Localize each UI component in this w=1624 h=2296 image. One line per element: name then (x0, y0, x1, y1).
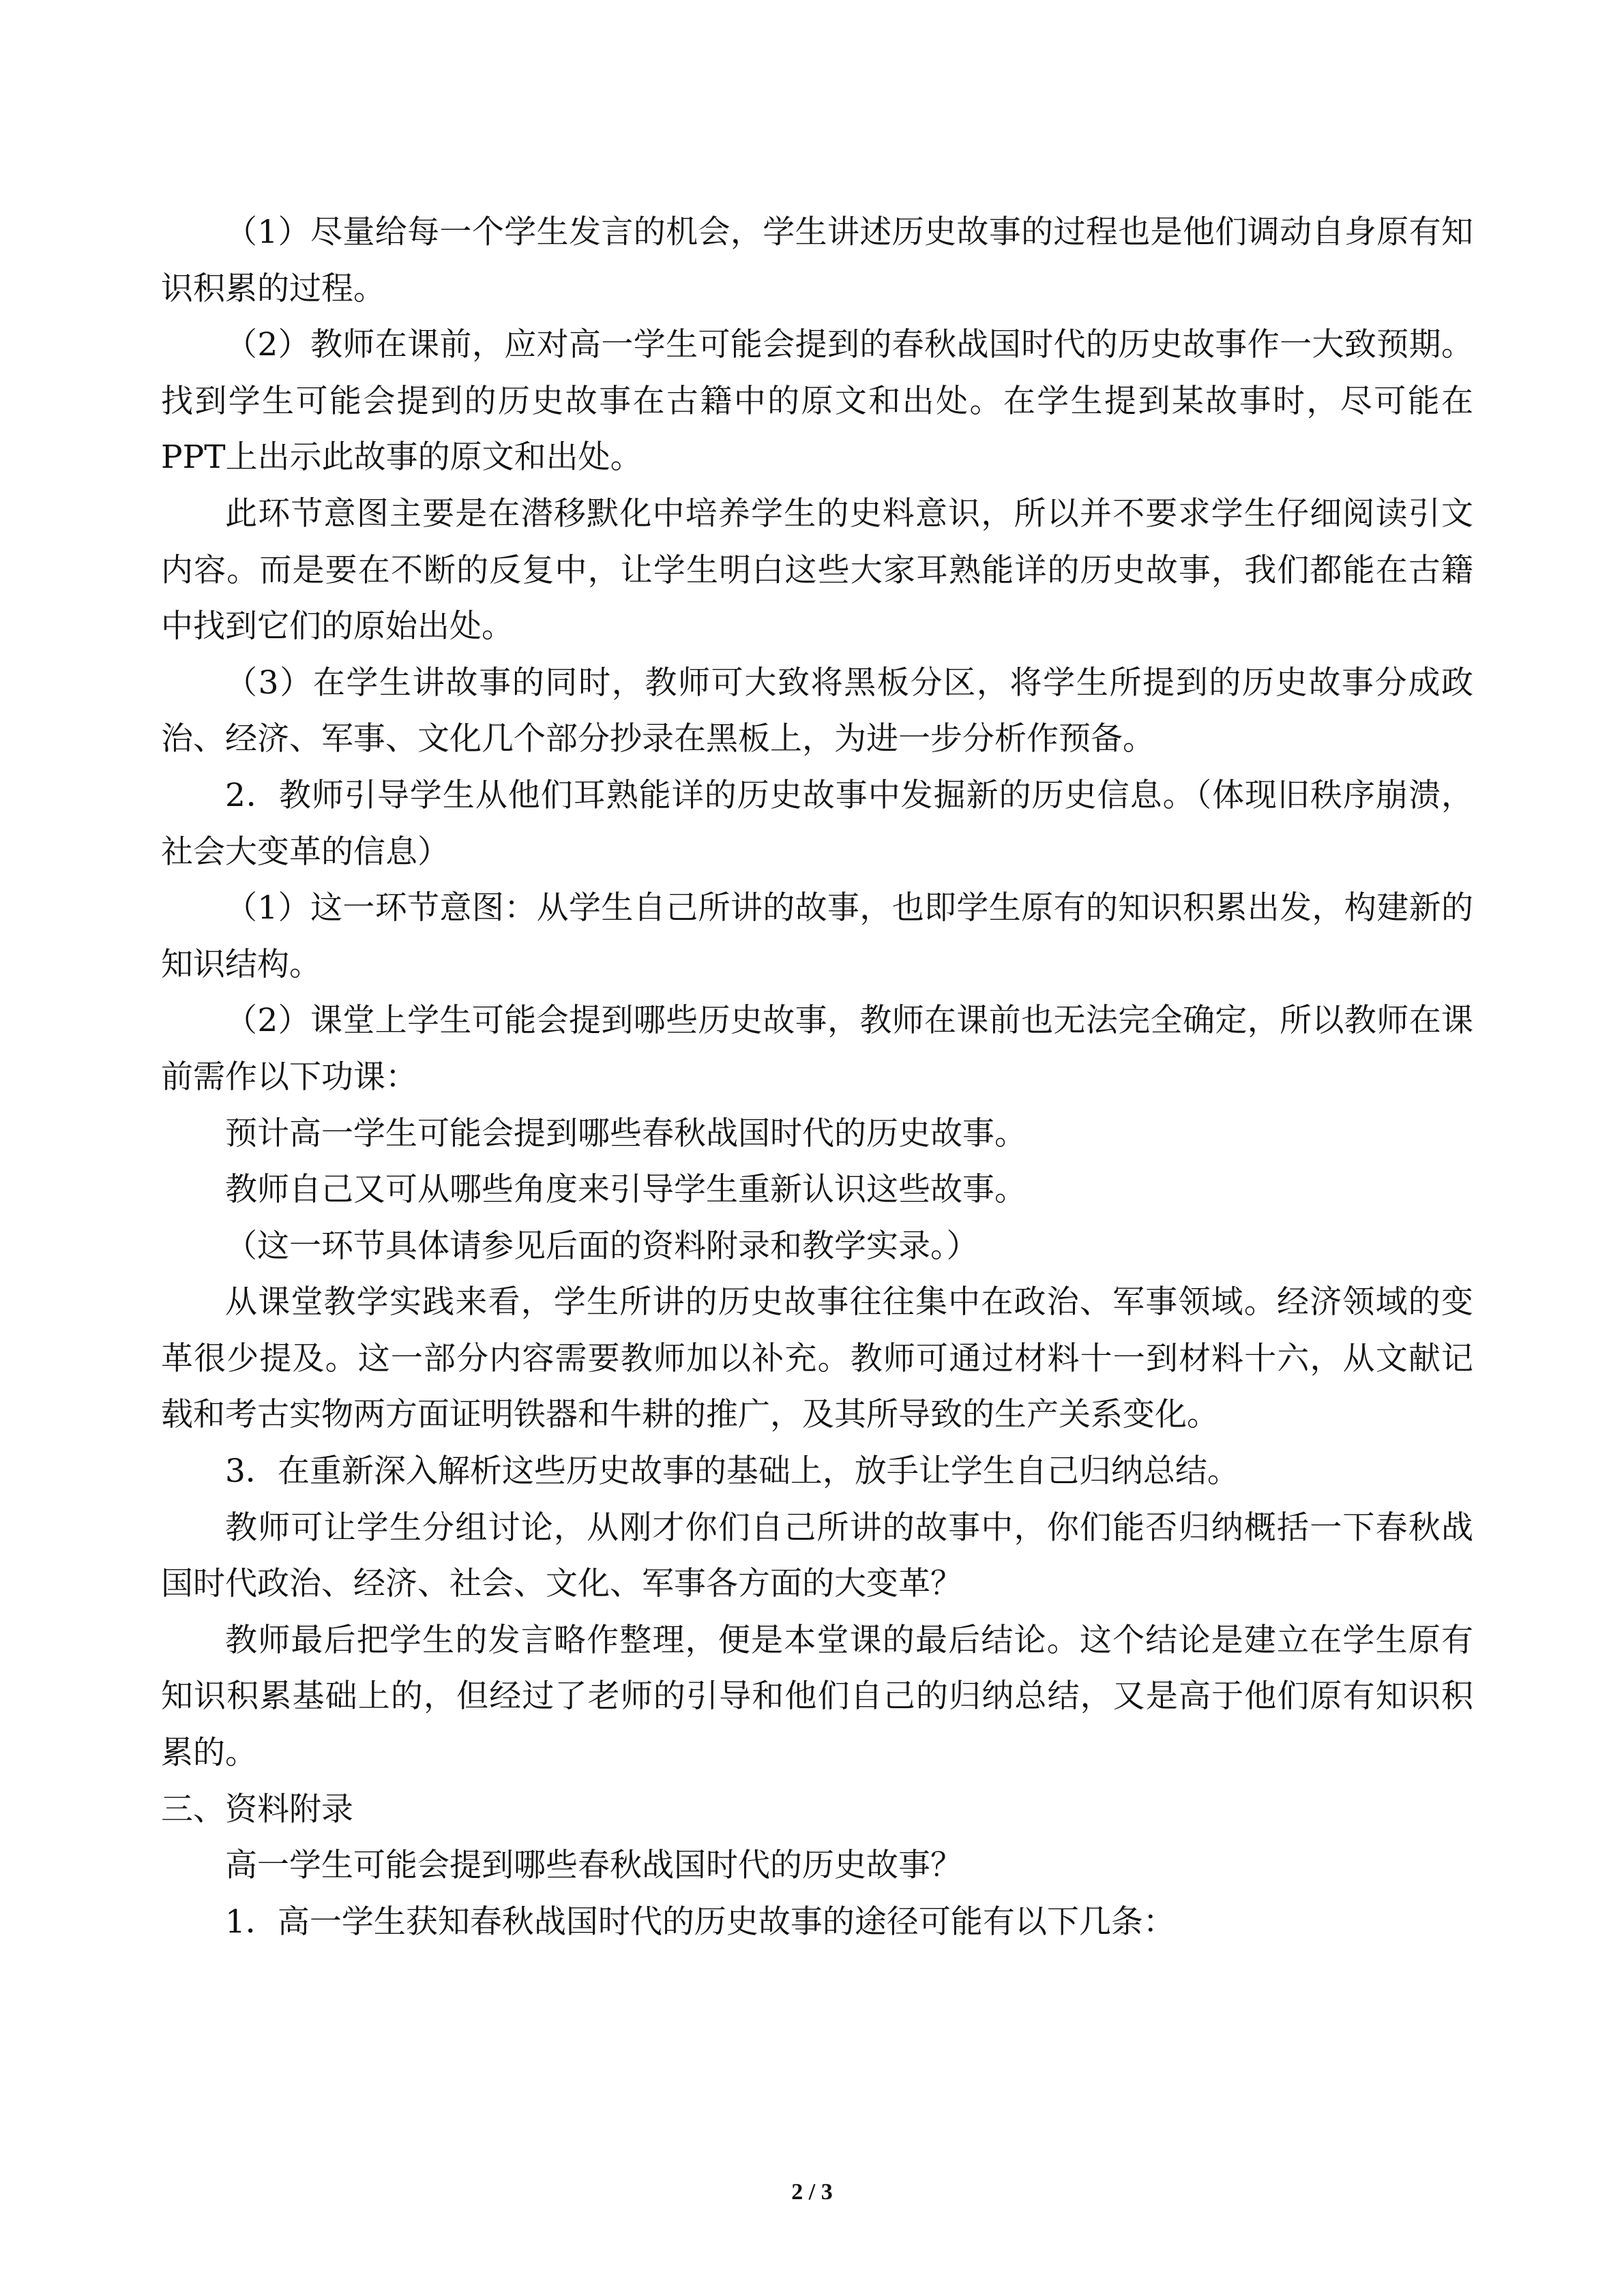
paragraph: 3．在重新深入解析这些历史故事的基础上，放手让学生自己归纳总结。 (225, 1452, 1239, 1491)
paragraph: （1）这一环节意图：从学生自己所讲的故事，也即学生原有的知识积累出发，构建新的知识结构。 (161, 889, 1473, 983)
paragraph: 1．高一学生获知春秋战国时代的历史故事的途径可能有以下几条： (225, 1903, 1175, 1941)
paragraph: （这一环节具体请参见后面的资料附录和教学实录。） (225, 1227, 979, 1265)
paragraph: 教师最后把学生的发言略作整理，便是本堂课的最后结论。这个结论是建立在学生原有知识积累基础上的，但经过了老师的引导和他们自己的归纳总结，又是高于他们原有知识积累的。 (161, 1621, 1473, 1772)
document-body (161, 205, 1473, 1950)
paragraph: 高一学生可能会提到哪些春秋战国时代的历史故事？ (225, 1847, 962, 1885)
paragraph: 此环节意图主要是在潜移默化中培养学生的史料意识，所以并不要求学生仔细阅读引文内容。而是要在不断的反复中，让学生明白这些大家耳熟能详的历史故事，我们都能在古籍中找到它们的原始出处。 (161, 494, 1473, 646)
paragraph: （2）教师在课前，应对高一学生可能会提到的春秋战国时代的历史故事作一大致预期。找到学生可能会提到的历史故事在古籍中的原文和出处。在学生提到某故事时，尽可能在PPT上出示此故事的原文和出处。 (161, 326, 1473, 477)
paragraph: （2）课堂上学生可能会提到哪些历史故事，教师在课前也无法完全确定，所以教师在课前需作以下功课： (161, 1002, 1473, 1096)
paragraph: 教师自己又可从哪些角度来引导学生重新认识这些故事。 (225, 1171, 1027, 1209)
page-number: 2 / 3 (791, 2179, 833, 2205)
paragraph: 教师可让学生分组讨论，从刚才你们自己所讲的故事中，你们能否归纳概括一下春秋战国时代政治、经济、社会、文化、军事各方面的大变革？ (161, 1508, 1473, 1603)
paragraph: 预计高一学生可能会提到哪些春秋战国时代的历史故事。 (225, 1114, 1027, 1152)
paragraph: （3）在学生讲故事的同时，教师可大致将黑板分区，将学生所提到的历史故事分成政治、经济、军事、文化几个部分抄录在黑板上，为进一步分析作预备。 (161, 664, 1473, 758)
paragraph: （1）尽量给每一个学生发言的机会，学生讲述历史故事的过程也是他们调动自身原有知识积累的过程。 (161, 213, 1473, 308)
section-heading: 三、资料附录 (161, 1790, 353, 1828)
paragraph: 从课堂教学实践来看，学生所讲的历史故事往往集中在政治、军事领域。经济领域的变革很少提及。这一部分内容需要教师加以补充。教师可通过材料十一到材料十六，从文献记载和考古实物两方面证明铁器和牛耕的推广，及其所导致的生产关系变化。 (161, 1283, 1473, 1434)
paragraph: 2．教师引导学生从他们耳熟能详的历史故事中发掘新的历史信息。（体现旧秩序崩溃，社会大变革的信息） (161, 776, 1473, 871)
